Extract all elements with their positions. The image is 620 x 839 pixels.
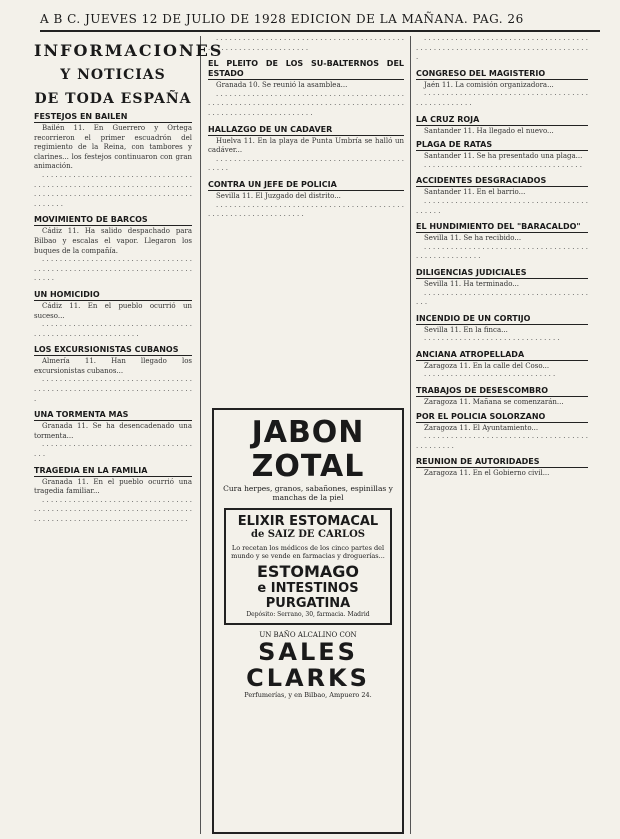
article-text: Granada 11. Se ha desencadenado una tormenta... <box>34 422 192 440</box>
article-heading: PLAGA DE RATAS <box>416 140 588 151</box>
article-heading: LOS EXCURSIONISTAS CUBANOS <box>34 345 192 356</box>
article-text: Zaragoza 11. En el Gobierno civil... <box>424 469 550 478</box>
article-text: · · · · · · · · · · · · · · · · · · · · · · · · · · · · · · · · · · · · · · · · · · · · · · · · · · <box>416 91 588 109</box>
article-text: Santander 11. En el barrio... <box>424 188 526 197</box>
article-text: · · · · · · · · · · · · · · · · · · · · · · · · · · · · · · · <box>424 336 560 345</box>
article-text: Jaén 11. La comisión organizadora... <box>424 80 554 89</box>
article-text: Granada 11. En el pueblo ocurrió una tragedia familiar... <box>34 477 192 496</box>
article-text: · · · · · · · · · · · · · · · · · · · · · · · · · · · · · · <box>424 372 556 381</box>
article-text: · · · · · · · · · · · · · · · · · · · · · · · · · · · · · · · · · · · · · · · · <box>416 290 588 309</box>
article-heading: LA CRUZ ROJA <box>416 115 588 126</box>
page-header: A B C. JUEVES 12 DE JULIO DE 1928 EDICION DE LA MAÑANA. PAG. 26 <box>40 12 524 26</box>
ad-bottom-brand: SALES CLARKS <box>246 637 370 692</box>
ad-body: Lo recetan los médicos de los cinco partes del mundo y se vende en farmacias y droguerías... <box>231 544 385 560</box>
ad-box <box>224 508 392 625</box>
section-subtitle: Y NOTICIAS <box>60 67 166 83</box>
ad-big-text: e INTESTINOS <box>257 581 359 596</box>
header-rule <box>40 30 600 32</box>
article-heading: CONTRA UN JEFE DE POLICIA <box>208 180 404 191</box>
column-3 <box>416 36 588 836</box>
article-text: · · · · · · · · · · · · · · · · · · · · · · · · · · · · · · · · · · · · · · · · · · · · · · · · · · · · · · · · · · · · · · · · · · · · · · · · · · · · · · · · · · · · · · · · · · · · · · · · · · · · · · · · · <box>34 497 192 525</box>
article-text: Sevilla 11. El Juzgado del distrito... <box>216 191 341 200</box>
ad-footer: Depósito: Serrano, 30, farmacia. Madrid <box>246 611 370 618</box>
advertisement <box>212 408 404 834</box>
article-text: · · · · · · · · · · · · · · · · · · · · · · · · · · · · · · · · · · · · · <box>34 442 192 461</box>
ad-product-name: ELIXIR ESTOMACAL <box>237 514 379 529</box>
article-text: · · · · · · · · · · · · · · · · · · · · · · · · · · · · · · · · · · · · · · · · · · · · · · · · · · · · · · · · · · · · · · · · · · · · · · · · · · · <box>34 257 192 285</box>
article-text: · · · · · · · · · · · · · · · · · · · · · · · · · · · · · · · · · · · · · · · · · · · · · · · · · · · · <box>416 244 588 263</box>
article-text: Sevilla 11. En la finca... <box>424 325 508 334</box>
article-text: · · · · · · · · · · · · · · · · · · · · · · · · · · · · · · · · · · · · · · · · · · · · · · · · · · · · · · · · · · · · · · · · · · · · · · · · · · · · · · · · · · · · · · · · · · · · · · · · · · · · · · · · · · · · · · <box>208 91 404 119</box>
section-title: INFORMACIONES <box>34 41 224 60</box>
article-text: Almería 11. Han llegado los excursionistas cubanos... <box>34 357 192 375</box>
column-divider <box>410 36 411 834</box>
article-text: · · · · · · · · · · · · · · · · · · · · · · · · · · · · · · · · · · · · · · · · · · · · · · <box>416 434 588 452</box>
ad-subline: Cura herpes, granos, sabañones, espinillas y manchas de la piel <box>223 484 393 502</box>
article-text: Santander 11. Ha llegado el nuevo... <box>424 126 554 135</box>
article-text: Cádiz 11. En el pueblo ocurrió un suceso... <box>34 301 192 320</box>
ad-big-text: PURGATINA <box>265 596 351 611</box>
article-heading: POR EL POLICIA SOLORZANO <box>416 412 588 423</box>
article-heading: EL PLEITO DE LOS SU-BALTERNOS DEL ESTADO <box>208 59 404 79</box>
article-heading: FESTEJOS EN BAILEN <box>34 112 192 123</box>
article-heading: REUNION DE AUTORIDADES <box>416 457 588 468</box>
article-heading: UNA TORMENTA MAS <box>34 410 192 421</box>
article-heading: UN HOMICIDIO <box>34 290 192 301</box>
article-text: · · · · · · · · · · · · · · · · · · · · · · · · · · · · · · · · · · · · · · · · · · · · · · · · · · · · · · · · · · · · · · · · · <box>208 36 404 54</box>
article-text: Sevilla 11. Ha terminado... <box>424 279 519 288</box>
article-text: Zaragoza 11. Mañana se comenzarán... <box>424 398 564 407</box>
article-text: · · · · · · · · · · · · · · · · · · · · · · · · · · · · · · · · · · · · · · · · · · · · · · · · · · · · · · · · · · <box>34 322 192 340</box>
ad-bottom-line: Perfumerías, y en Bilbao, Ampuero 24. <box>244 690 372 699</box>
ad-headline: JABON ZOTAL <box>251 415 365 484</box>
column-1 <box>34 36 224 836</box>
article-text: · · · · · · · · · · · · · · · · · · · · · · · · · · · · · · · · · · · · · · · · · · · <box>416 198 588 217</box>
article-heading: MOVIMIENTO DE BARCOS <box>34 215 192 226</box>
article-heading: EL HUNDIMIENTO DEL "BARACALDO" <box>416 222 588 233</box>
article-heading: DILIGENCIAS JUDICIALES <box>416 268 588 279</box>
ad-bottom-line: UN BAÑO ALCALINO CON <box>259 630 357 639</box>
article-text: Granada 10. Se reunió la asamblea... <box>216 81 348 90</box>
article-text: Zaragoza 11. El Ayuntamiento... <box>424 423 539 432</box>
article-heading: ANCIANA ATROPELLADA <box>416 350 588 361</box>
article-heading: ACCIDENTES DESGRACIADOS <box>416 176 588 187</box>
article-text: · · · · · · · · · · · · · · · · · · · · · · · · · · · · · · · · · · · · · · · · · · · · · · · · · · · · · · · · · · · · · · · · · · · · · · · <box>34 377 192 405</box>
article-text: Sevilla 11. Se ha recibido... <box>424 234 522 243</box>
article-heading: CONGRESO DEL MAGISTERIO <box>416 69 588 80</box>
article-text: Bailén 11. En Guerrero y Ortega recorrieron el primer escuadrón del regimiento de la Reina, con tambores y clarines... los festejos continuaron con gran animación. <box>34 124 192 171</box>
article-text: · · · · · · · · · · · · · · · · · · · · · · · · · · · · · · · · · · · · <box>424 162 582 171</box>
article-text: Cádiz 11. Ha salido despachado para Bilbao y escalas el vapor. Llegaron los buques de la compañía. <box>34 227 192 255</box>
ad-product-brand: de SAIZ DE CARLOS <box>250 529 366 540</box>
article-text: · · · · · · · · · · · · · · · · · · · · · · · · · · · · · · · · · · · · · · · · · · · · · · · <box>208 156 404 175</box>
article-heading: INCENDIO DE UN CORTIJO <box>416 314 588 325</box>
column-divider <box>200 36 201 834</box>
article-text: · · · · · · · · · · · · · · · · · · · · · · · · · · · · · · · · · · · · · · · · · · · · · · · · · · · · · · · · · · · · · · · · <box>208 202 404 221</box>
section-subtitle: DE TODA ESPAÑA <box>34 91 192 107</box>
article-text: Santander 11. Se ha presentado una plaga... <box>424 152 583 161</box>
column-2 <box>208 36 404 436</box>
article-heading: HALLAZGO DE UN CADAVER <box>208 125 404 136</box>
article-text: Huelva 11. En la playa de Punta Umbría se halló un cadáver... <box>208 136 404 155</box>
article-text: · · · · · · · · · · · · · · · · · · · · · · · · · · · · · · · · · · · · · · · · · · · · · · · · · · · · · · · · · · · · · · · · · · · · · · · · · · · · · · · · · · · · · · · · · · · · · · · · · · · · · · · · · · · · · · · · · <box>34 172 192 210</box>
article-text: · · · · · · · · · · · · · · · · · · · · · · · · · · · · · · · · · · · · · · · · · · · · · · · · · · · · · · · · · · · · · · · · · · · · · · · · · · · · · <box>416 36 588 64</box>
ad-big-text: ESTOMAGO <box>256 562 359 581</box>
article-heading: TRABAJOS DE DESESCOMBRO <box>416 386 588 397</box>
article-heading: TRAGEDIA EN LA FAMILIA <box>34 466 192 477</box>
article-text: Zaragoza 11. En la calle del Coso... <box>424 361 550 370</box>
ad-bottom <box>214 631 402 699</box>
